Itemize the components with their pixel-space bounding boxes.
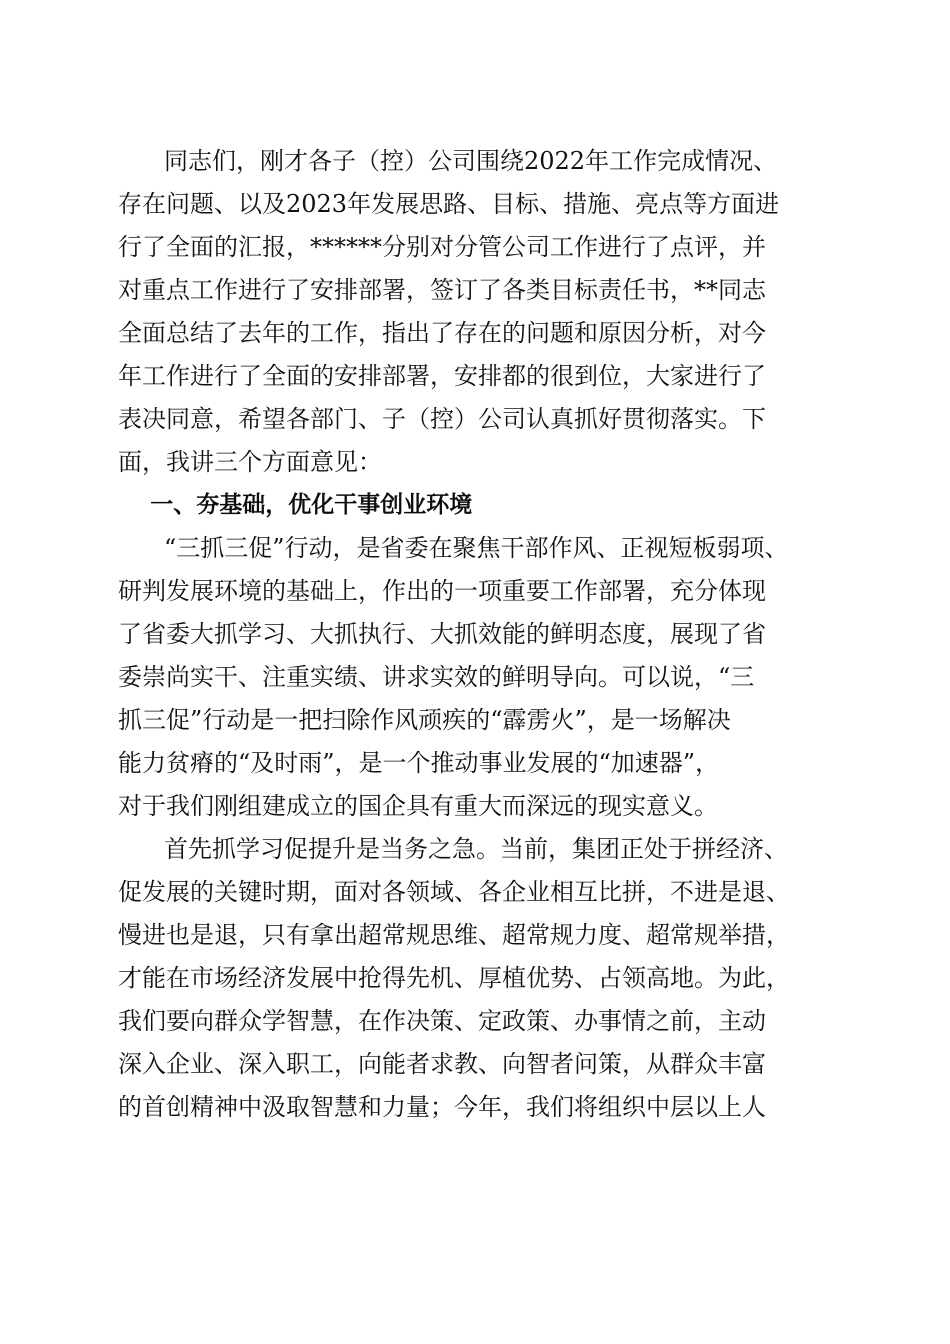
text-line: 面，我讲三个方面意见：: [118, 448, 382, 476]
text-line: 全面总结了去年的工作，指出了存在的问题和原因分析，对今: [118, 319, 766, 347]
text-line: 的首创精神中汲取智慧和力量；今年，我们将组织中层以上人: [118, 1093, 766, 1121]
text-line: 对于我们刚组建成立的国企具有重大而深远的现实意义。: [118, 792, 718, 820]
text-line: 慢进也是退，只有拿出超常规思维、超常规力度、超常规举措，: [118, 921, 790, 949]
text-line: 存在问题、以及2023年发展思路、目标、措施、亮点等方面进: [118, 190, 780, 218]
paragraph-three-grasps: [118, 527, 836, 828]
text-line: “三抓三促”行动，是省委在聚焦干部作风、正视短板弱项、: [164, 534, 789, 562]
intro-paragraph: [118, 140, 836, 484]
paragraph-learning: [118, 828, 836, 1129]
text-line: 深入企业、深入职工，向能者求教、向智者问策，从群众丰富: [118, 1050, 766, 1078]
text-line: 才能在市场经济发展中抢得先机、厚植优势、占领高地。为此，: [118, 964, 790, 992]
section-heading: 一、夯基础，优化干事创业环境: [150, 492, 473, 518]
text-line: 促发展的关键时期，面对各领域、各企业相互比拼，不进是退、: [118, 878, 790, 906]
text-line: 我们要向群众学智慧，在作决策、定政策、办事情之前，主动: [118, 1007, 766, 1035]
text-line: 对重点工作进行了安排部署，签订了各类目标责任书，**同志: [118, 276, 766, 304]
text-line: 了省委大抓学习、大抓执行、大抓效能的鲜明态度，展现了省: [118, 620, 766, 648]
text-line: 委崇尚实干、注重实绩、讲求实效的鲜明导向。可以说，“三: [118, 663, 755, 691]
text-line: 同志们，刚才各子（控）公司围绕2022年工作完成情况、: [164, 147, 778, 175]
text-line: 首先抓学习促提升是当务之急。当前，集团正处于拼经济、: [164, 835, 788, 863]
text-line: 行了全面的汇报，******分别对分管公司工作进行了点评，并: [118, 233, 766, 261]
text-line: 研判发展环境的基础上，作出的一项重要工作部署，充分体现: [118, 577, 766, 605]
text-line: 抓三促”行动是一把扫除作风顽疾的“霹雳火”，是一场解决: [118, 706, 731, 734]
document-body: [118, 140, 836, 1129]
text-line: 能力贫瘠的“及时雨”，是一个推动事业发展的“加速器”，: [118, 749, 720, 777]
text-line: 表决同意，希望各部门、子（控）公司认真抓好贯彻落实。下: [118, 405, 766, 433]
text-line: 年工作进行了全面的安排部署，安排都的很到位，大家进行了: [118, 362, 766, 390]
